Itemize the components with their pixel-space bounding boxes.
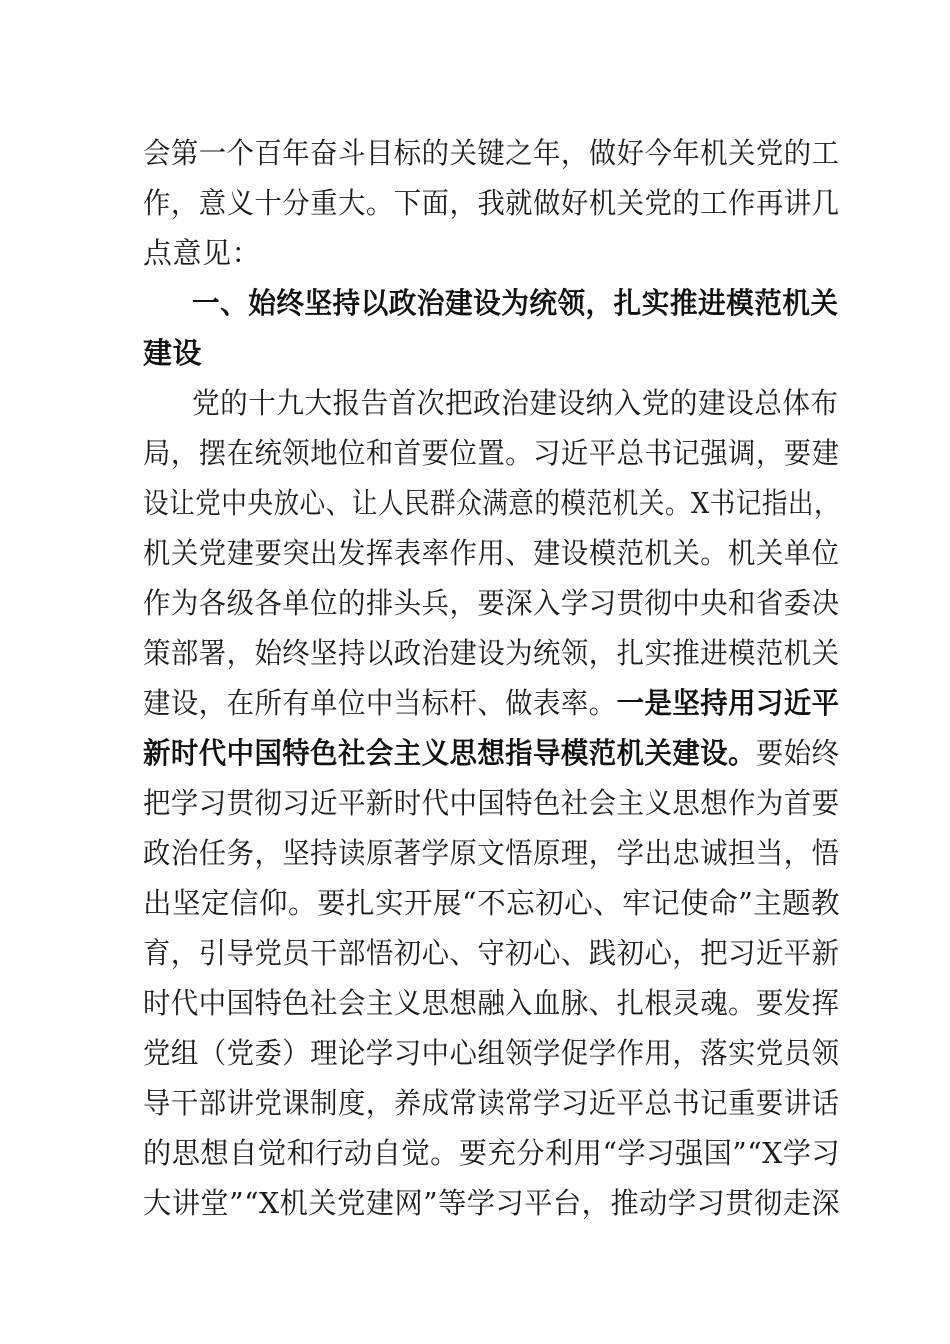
- text-span: 大讲堂”“X机关党建网”等学习平台，推动学习贯彻走深: [143, 1186, 841, 1220]
- paragraph-line: [143, 128, 840, 178]
- paragraph-line: [143, 428, 840, 478]
- section-heading-continued: [143, 328, 823, 378]
- paragraph-line: [143, 628, 840, 678]
- text-span: 会第一个百年奋斗目标的关键之年，做好今年机关党的工: [143, 136, 840, 170]
- paragraph-line: [143, 578, 840, 628]
- paragraph-line: [143, 728, 840, 778]
- bold-phrase: 新时代中国特色社会主义思想指导模范机关建设。: [143, 736, 756, 770]
- text-span: 作，意义十分重大。下面，我就做好机关党的工作再讲几: [143, 186, 840, 220]
- paragraph-line: [143, 178, 840, 228]
- text-span: 的思想自觉和行动自觉。要充分利用“学习强国”“X学习: [143, 1136, 841, 1170]
- text-span: 策部署，始终坚持以政治建设为统领，扎实推进模范机关: [143, 636, 840, 670]
- text-span: 点意见：: [143, 236, 262, 270]
- paragraph-line: [143, 1028, 840, 1078]
- paragraph-line: [143, 228, 823, 278]
- paragraph-line: [143, 828, 840, 878]
- text-span: 政治任务，坚持读原著学原文悟原理，学出忠诚担当，悟: [143, 836, 840, 870]
- paragraph-line: [143, 528, 840, 578]
- paragraph-line: [143, 1078, 840, 1128]
- text-span: 设让党中央放心、让人民群众满意的模范机关。X书记指出，: [143, 486, 841, 520]
- text-span: 出坚定信仰。要扎实开展“不忘初心、牢记使命”主题教: [143, 886, 841, 920]
- paragraph-line: [143, 1178, 841, 1228]
- paragraph-line: [143, 878, 841, 928]
- text-span: 建设，在所有单位中当标杆、做表率。: [143, 686, 617, 720]
- bold-phrase: 一是坚持用习近平: [616, 686, 840, 720]
- text-span: 作为各级各单位的排头兵，要深入学习贯彻中央和省委决: [143, 586, 840, 620]
- paragraph-line: [143, 678, 840, 728]
- text-span: 局，摆在统领地位和首要位置。习近平总书记强调，要建: [143, 436, 840, 470]
- text-span: 机关党建要突出发挥表率作用、建设模范机关。机关单位: [143, 536, 840, 570]
- paragraph-line: [143, 978, 840, 1028]
- text-span: 育，引导党员干部悟初心、守初心、践初心，把习近平新: [143, 936, 840, 970]
- text-span: 党组（党委）理论学习中心组领学促学作用，落实党员领: [143, 1036, 840, 1070]
- text-span: 党的十九大报告首次把政治建设纳入党的建设总体布: [192, 386, 839, 420]
- heading-text: 建设: [143, 336, 203, 370]
- section-heading: [192, 278, 840, 328]
- paragraph-line: [143, 478, 841, 528]
- heading-text: 一、始终坚持以政治建设为统领，扎实推进模范机关: [192, 286, 839, 320]
- text-span: 导干部讲党课制度，养成常读常学习近平总书记重要讲话: [143, 1086, 840, 1120]
- paragraph-line: [143, 1128, 841, 1178]
- paragraph-line: [143, 928, 840, 978]
- paragraph-line: [143, 778, 840, 828]
- text-span: 把学习贯彻习近平新时代中国特色社会主义思想作为首要: [143, 786, 840, 820]
- text-span: 时代中国特色社会主义思想融入血脉、扎根灵魂。要发挥: [143, 986, 840, 1020]
- text-span: 要始终: [755, 736, 840, 770]
- paragraph-line: [192, 378, 840, 428]
